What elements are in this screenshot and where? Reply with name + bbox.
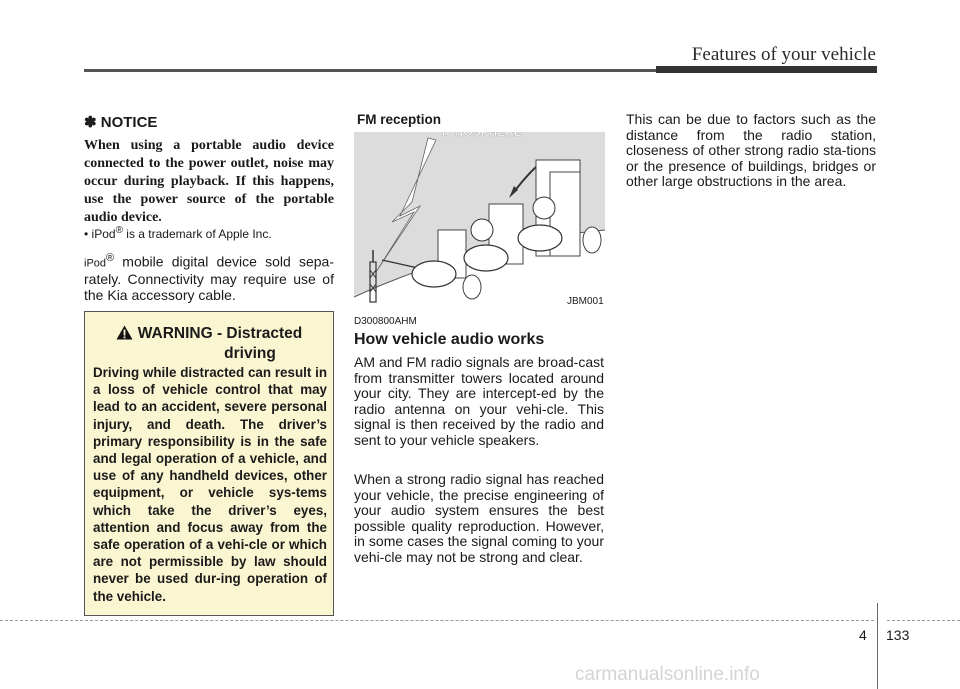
ipod-text: mobile digital device sold sepa-rately. Connectivity may require use of the Kia accessory cable. [84, 253, 334, 303]
ipod-paragraph [84, 251, 334, 303]
warning-triangle-icon [116, 325, 133, 345]
registered-mark: ® [115, 225, 123, 236]
figure-code: JBM001 [567, 296, 604, 307]
figure-title: FM reception [357, 112, 442, 127]
footer-divider [877, 603, 878, 689]
document-code: D300800AHM [354, 316, 417, 327]
brand-name: iPod [91, 227, 116, 241]
paragraph-1: AM and FM radio signals are broad-cast from transmitter towers located around your city. They are intercept-ed by the radio antenna on your vehi-cle. This signal is then received by the radio and sent to your vehicle speakers. [354, 354, 604, 448]
warning-title [85, 325, 333, 363]
warning-title-line2: driving [224, 345, 276, 362]
brand-name: iPod [84, 257, 107, 270]
header-rule-accent [656, 66, 877, 73]
trademark-note [84, 225, 272, 241]
paragraph-3: This can be due to factors such as the distance from the radio station, closeness of other strong radio sta-tions or the presence of buildings, bridges or other large obstructions in the area. [626, 111, 876, 189]
bullet: • [84, 227, 89, 241]
notice-body: When using a portable audio device connected to the power outlet, noise may occur during playback. If this happens, use the power source of the portable audio device. [84, 138, 334, 225]
page-number: 133 [886, 627, 910, 643]
fm-reception-figure [354, 112, 605, 308]
header-rule [84, 69, 656, 72]
section-title: How vehicle audio works [354, 331, 545, 348]
trademark-text: is a trademark of Apple Inc. [122, 227, 272, 241]
warning-body: Driving while distracted can result in a loss of vehicle control that may lead to an accident, severe personal injury, and death. The driver’s primary responsibility is in the safe and legal operation of a vehicle, and use of any handheld devices, other equipment, or vehicle sys-tems which take the driver’s eyes, attention and focus away from the safe operation of a vehi-cle or which are not permissible by law should never be used dur-ing operation of the vehicle. [93, 365, 327, 604]
registered-mark: ® [106, 252, 115, 264]
running-header: Features of your vehicle [691, 44, 876, 65]
fm-reception-illustration [354, 112, 605, 308]
notice-heading: ✽ NOTICE [84, 114, 158, 131]
watermark: carmanualsonline.info [575, 664, 760, 685]
paragraph-2: When a strong radio signal has reached your vehicle, the precise engineering of your audio system ensures the best possible quality reproduction. However, in some cases the signal coming to your vehi-cle may not be strong and clear. [354, 471, 604, 565]
chapter-number: 4 [859, 627, 867, 643]
footer-rule-right [887, 620, 960, 621]
warning-title-line1: WARNING - Distracted [137, 325, 303, 342]
footer-rule [0, 620, 874, 621]
warning-box [84, 311, 334, 616]
